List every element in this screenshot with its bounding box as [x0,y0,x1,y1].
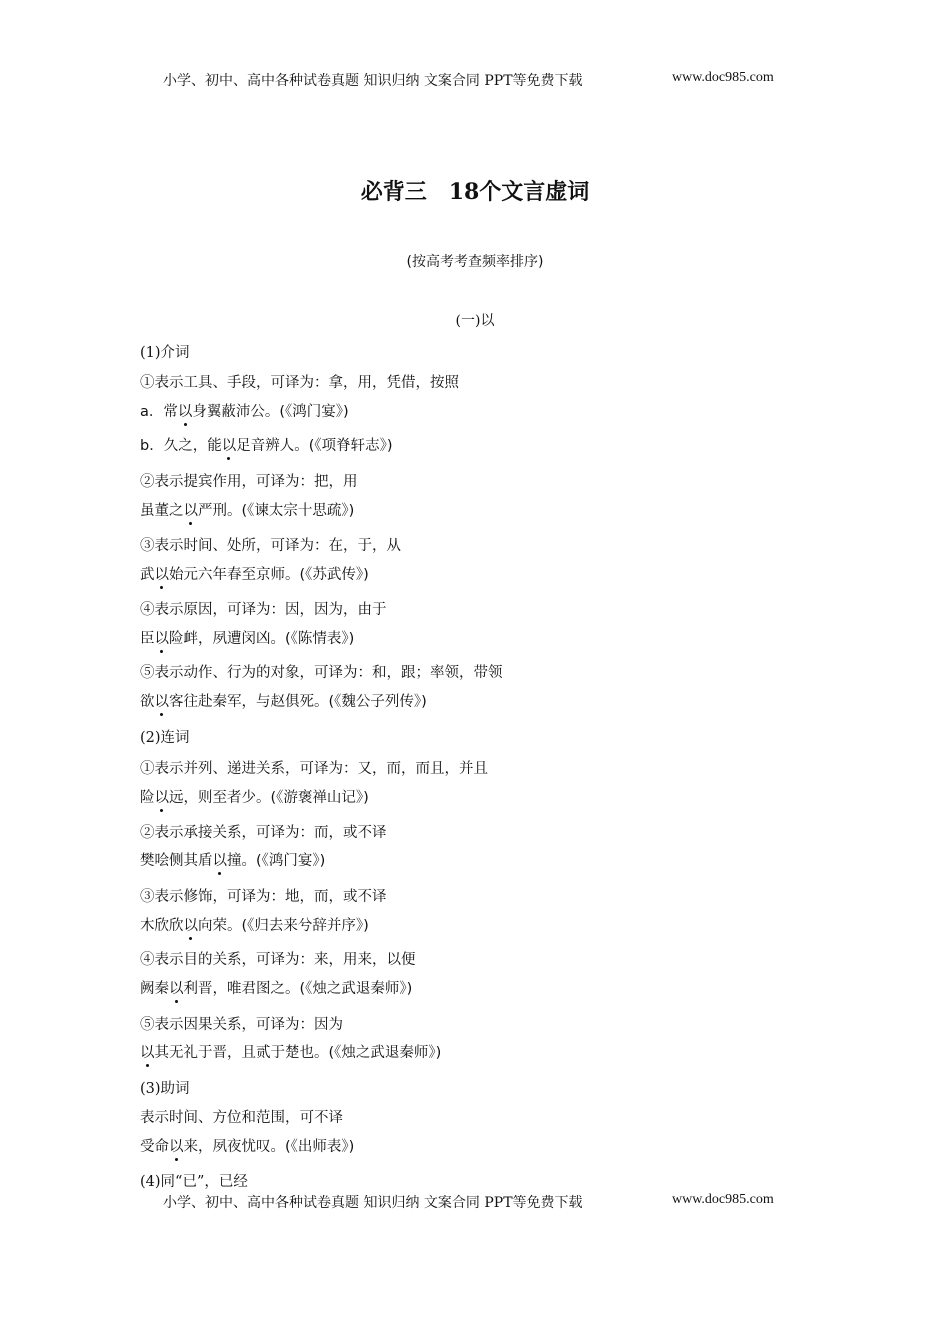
line-example: 虽董之以严刑。(《谏太宗十思疏》) [140,503,355,519]
line-heading: (3)助词 [140,1081,190,1097]
line-meaning: ③表示时间、处所，可译为：在，于，从 [140,538,401,554]
line-meaning: ③表示修饰，可译为：地，而，或不译 [140,889,387,905]
line-meaning: ②表示承接关系，可译为：而，或不译 [140,825,387,841]
line-example: 以其无礼于晋，且贰于楚也。(《烛之武退秦师》) [140,1045,442,1061]
line-meaning: 表示时间、方位和范围，可不译 [140,1110,343,1126]
line-example: 武以始元六年春至京师。(《苏武传》) [140,567,369,583]
emphasized-word: 以 [169,1139,184,1155]
emphasized-word: 以 [140,1045,155,1061]
line-example: 阙秦以利晋，唯君图之。(《烛之武退秦师》) [140,981,413,997]
page-subtitle: (按高考考查频率排序) [406,254,544,270]
emphasized-word: 以 [154,567,169,583]
emphasized-word: 以 [221,438,237,454]
emphasized-word: 以 [154,694,169,710]
line-example: 受命以来，夙夜忧叹。(《出师表》) [140,1139,355,1155]
footer-url[interactable]: www.doc985.com [672,1192,774,1207]
line-meaning: ②表示提宾作用，可译为：把，用 [140,474,358,490]
page-title: 必背三 18个文言虚词 [360,179,590,205]
emphasized-word: 以 [183,918,198,934]
emphasized-word: 以 [212,853,227,869]
emphasized-word: 以 [154,790,169,806]
header-url[interactable]: www.doc985.com [672,70,774,85]
line-heading: (4)同“已”，已经 [140,1174,248,1190]
emphasized-word: 以 [177,404,193,420]
page-header [163,70,803,90]
line-meaning: ④表示目的关系，可译为：来，用来，以便 [140,952,416,968]
line-heading: (2)连词 [140,730,190,746]
emphasized-word: 以 [183,503,198,519]
line-heading: (1)介词 [140,345,190,361]
emphasized-word: 以 [169,981,184,997]
line-example: 臣以险衅，夙遭闵凶。(《陈情表》) [140,631,355,647]
header-text: 小学、初中、高中各种试卷真题 知识归纳 文案合同 PPT等免费下载 [163,73,583,89]
line-example: 樊哙侧其盾以撞。(《鸿门宴》) [140,853,326,869]
line-example: 木欣欣以向荣。(《归去来兮辞并序》) [140,918,369,934]
line-meaning: ①表示并列、递进关系，可译为：又，而，而且，并且 [140,761,488,777]
line-example: 险以远，则至者少。(《游褒禅山记》) [140,790,369,806]
page-footer [163,1192,803,1212]
emphasized-word: 以 [154,631,169,647]
line-example: b．久之，能以足音辨人。(《项脊轩志》) [140,438,393,454]
footer-text: 小学、初中、高中各种试卷真题 知识归纳 文案合同 PPT等免费下载 [163,1195,583,1211]
line-example: 欲以客往赴秦军，与赵俱死。(《魏公子列传》) [140,694,427,710]
section-title: (一)以 [455,313,495,329]
line-meaning: ⑤表示动作、行为的对象，可译为：和，跟；率领，带领 [140,665,503,681]
line-meaning: ④表示原因，可译为：因，因为，由于 [140,602,387,618]
line-meaning: ⑤表示因果关系，可译为：因为 [140,1017,343,1033]
line-meaning: ①表示工具、手段，可译为：拿，用，凭借，按照 [140,375,459,391]
line-example: a．常以身翼蔽沛公。(《鸿门宴》) [140,404,349,420]
